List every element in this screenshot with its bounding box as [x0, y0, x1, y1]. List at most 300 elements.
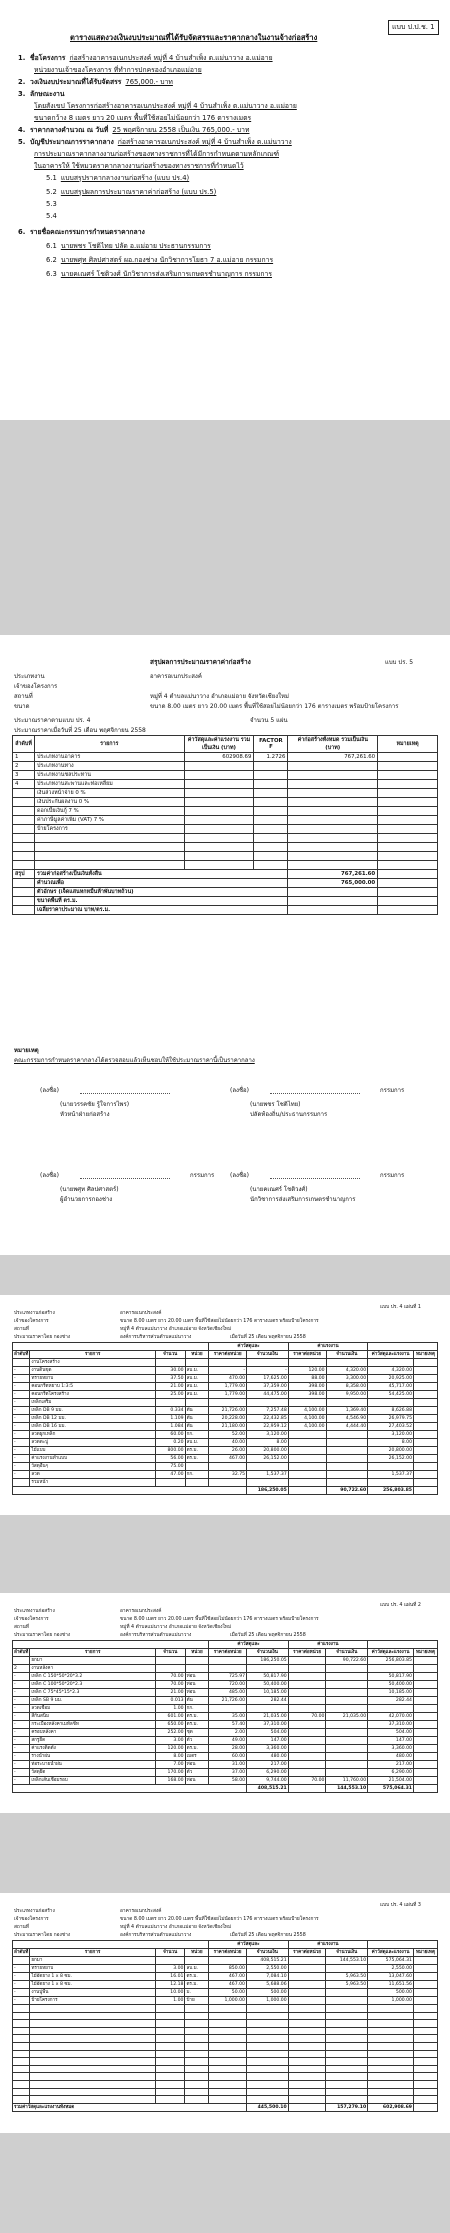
- column-header: ราคาต่อหน่วย: [209, 1351, 247, 1359]
- table-cell: -: [13, 1997, 30, 2005]
- table-cell: 28.00: [209, 1745, 247, 1753]
- item-label: 5.2: [46, 188, 57, 196]
- table-cell: [326, 2073, 368, 2081]
- table-cell: 56.00: [155, 1455, 185, 1463]
- table-cell: [326, 2050, 368, 2058]
- item-value: ขนาดกว้าง 8 เมตร ยาว 20 เมตร พื้นที่ใช้สอยไม่น้อยกว่า 176 ตารางเมตร: [34, 114, 252, 122]
- table-cell: [30, 2005, 156, 2013]
- info-value: อาคารอเนกประสงค์: [150, 673, 202, 680]
- item-row: [18, 172, 189, 183]
- table-row: [13, 2020, 438, 2028]
- column-header: ราคาต่อหน่วย: [288, 1949, 326, 1957]
- table-row: [13, 2058, 438, 2066]
- table-cell: [288, 1673, 326, 1681]
- item-row: [18, 254, 273, 265]
- table-cell: -: [247, 1367, 289, 1375]
- table-cell: 26.00: [209, 1447, 247, 1455]
- total-material: 408,515.21: [247, 1785, 289, 1793]
- table-cell: 49.00: [209, 1737, 247, 1745]
- table-cell: 26,152.00: [247, 1455, 289, 1463]
- table-row: [13, 2088, 438, 2096]
- table-cell: -: [13, 1745, 30, 1753]
- table-cell: [185, 2042, 209, 2050]
- table-cell: [13, 843, 35, 852]
- summary-text: ขนาดพื้นที่ ตร.ม.: [34, 897, 287, 906]
- table-cell: 1,369.40: [326, 1407, 368, 1415]
- table-cell: 20,228.00: [209, 1415, 247, 1423]
- table-cell: -: [13, 1439, 30, 1447]
- table-cell: -: [13, 1673, 30, 1681]
- table-cell: 21,726.00: [209, 1697, 247, 1705]
- item-value: ก่อสร้างอาคารอเนกประสงค์ หมู่ที่ 4 บ้านสำเพ็ง ต.แม่นาวาง: [117, 138, 292, 146]
- table-cell: [288, 1359, 326, 1367]
- table-cell: [34, 834, 184, 843]
- table-row: [13, 1391, 438, 1399]
- header-value: องค์การบริหารส่วนตำบลแม่นาวาง: [120, 1335, 192, 1340]
- table-cell: [378, 834, 438, 843]
- table-cell: [326, 1681, 368, 1689]
- table-cell: [288, 852, 378, 861]
- table-cell: เหล็กเส้นเชื่อมรอบ: [30, 1777, 156, 1785]
- table-cell: ไม้แบบ: [30, 1447, 156, 1455]
- table-cell: -: [13, 1383, 30, 1391]
- item-value: แบบสรุปผลการประมาณราคาค่าก่อสร้าง (แบบ ปร.5): [60, 188, 217, 196]
- table-cell: [246, 2096, 288, 2104]
- table-cell: [254, 807, 288, 816]
- item-row: [18, 240, 211, 251]
- table-cell: 88.00: [288, 1375, 326, 1383]
- table-row: [13, 1479, 438, 1487]
- table-cell: [155, 2065, 185, 2073]
- table-cell: [368, 2005, 414, 2013]
- header-label: สถานที่: [14, 1925, 29, 1930]
- table-cell: [326, 1455, 368, 1463]
- table-cell: [288, 771, 378, 780]
- table-cell: [246, 2005, 288, 2013]
- table-cell: 17,625.00: [247, 1375, 289, 1383]
- table-row: [13, 753, 438, 762]
- table-cell: งานหลังคา: [30, 1665, 156, 1673]
- table-cell: 3,360.00: [247, 1745, 289, 1753]
- column-header: จำนวนเงิน: [326, 1949, 368, 1957]
- table-cell: [288, 1745, 326, 1753]
- table-cell: [368, 1705, 414, 1713]
- table-cell: [209, 1657, 247, 1665]
- table-cell: [34, 861, 184, 870]
- table-cell: [326, 2088, 368, 2096]
- table-cell: [288, 2012, 326, 2020]
- info-label: ประเภทงาน: [14, 673, 45, 680]
- table-cell: 90,722.60: [326, 1657, 368, 1665]
- summary-row: [13, 879, 438, 888]
- table-cell: ท่อน: [185, 1673, 209, 1681]
- table-cell: ลบ.ม.: [185, 1391, 209, 1399]
- table-cell: [155, 2035, 185, 2043]
- table-row: [13, 1367, 438, 1375]
- item-row: [18, 76, 173, 87]
- item-row: [18, 112, 251, 123]
- table-cell: [288, 1721, 326, 1729]
- item-label: รายชื่อคณะกรรมการกำหนดราคากลาง: [30, 228, 145, 236]
- table-cell: 26,979.75: [368, 1415, 414, 1423]
- table-cell: 25.00: [155, 1391, 185, 1399]
- column-header: ค่าวัสดุและแรงงาน: [368, 1351, 414, 1359]
- header-label: เจ้าของโครงการ: [14, 1319, 49, 1324]
- item-value: 765,000.- บาท: [125, 78, 173, 86]
- table-cell: [378, 852, 438, 861]
- table-row: [13, 1399, 438, 1407]
- table-cell: 467.00: [209, 1981, 247, 1989]
- table-cell: [155, 2096, 185, 2104]
- table-cell: [413, 1753, 437, 1761]
- sign-label: (ลงชื่อ): [230, 1087, 249, 1094]
- table-cell: 21,035.00: [326, 1713, 368, 1721]
- table-cell: -: [13, 1455, 30, 1463]
- table-cell: 21,504.00: [368, 1777, 414, 1785]
- column-header: ลำดับที่: [14, 1650, 29, 1655]
- table-cell: เงินล่วงหน้าจ่าย 0 %: [34, 789, 184, 798]
- table-cell: [413, 1965, 437, 1973]
- table-cell: [184, 816, 254, 825]
- table-cell: ยกมา: [30, 1657, 156, 1665]
- item-label: วงเงินงบประมาณที่ได้รับจัดสรร: [30, 78, 122, 86]
- page-gap: [0, 420, 450, 635]
- table-cell: [247, 1479, 289, 1487]
- table-cell: 1,537.37: [247, 1471, 289, 1479]
- table-row: [13, 1777, 438, 1785]
- table-cell: 147.00: [247, 1737, 289, 1745]
- item-value: นายพศุท ศิลปศาสตร์ ผอ.กองช่าง นักวิชาการโยธา 7 อ.แม่อาย กรรมการ: [60, 256, 274, 264]
- header-label: ประเภทงานก่อสร้าง: [14, 1909, 55, 1914]
- table-cell: [34, 843, 184, 852]
- table-row: [13, 1455, 438, 1463]
- group-header: ค่าวัสดุและ: [209, 1641, 288, 1649]
- table-cell: [185, 1359, 209, 1367]
- table-cell: [326, 1673, 368, 1681]
- column-header: ราคาต่อหน่วย: [209, 1649, 247, 1657]
- signer-role: นักวิชาการส่งเสริมการเกษตรชำนาญการ: [250, 1196, 356, 1203]
- column-header: หมายเหตุ: [414, 1351, 438, 1359]
- table-cell: 3: [13, 771, 35, 780]
- table-cell: ประเภทงานชลประทาน: [34, 771, 184, 780]
- table-row: [13, 2073, 438, 2081]
- table-cell: [30, 2020, 156, 2028]
- table-cell: [413, 1957, 437, 1965]
- table-cell: [246, 2088, 288, 2096]
- table-cell: 1,000.00: [246, 1997, 288, 2005]
- header-label: ประมาณราคาโดย กองช่าง: [14, 1633, 71, 1638]
- table-cell: [288, 1981, 326, 1989]
- table-cell: 75.00: [155, 1463, 185, 1471]
- table-cell: [209, 2020, 247, 2028]
- table-row: [13, 1471, 438, 1479]
- column-header: จำนวน: [155, 1949, 185, 1957]
- table-row: [13, 780, 438, 789]
- header-label: เจ้าของโครงการ: [14, 1617, 49, 1622]
- summary-value: 767,261.60: [288, 870, 378, 879]
- table-cell: -: [13, 1973, 30, 1981]
- summary-text: เฉลี่ยราคาประมาณ บาท/ตร.ม.: [34, 906, 287, 915]
- table-row: [13, 1697, 438, 1705]
- total-note: [413, 1785, 437, 1793]
- table-cell: [30, 2027, 156, 2035]
- table-cell: 37,310.00: [368, 1721, 414, 1729]
- table-cell: 10.00: [155, 1989, 185, 1997]
- item-row: [18, 212, 61, 220]
- table-cell: 217.00: [247, 1761, 289, 1769]
- table-cell: 504.00: [247, 1729, 289, 1737]
- table-cell: ลวดผูกเหล็ก: [30, 1431, 156, 1439]
- table-cell: 31.00: [209, 1761, 247, 1769]
- table-cell: [209, 2065, 247, 2073]
- table-cell: [378, 825, 438, 834]
- table-cell: ป้ายโครงการ: [34, 825, 184, 834]
- table-cell: 7,257.48: [247, 1407, 289, 1415]
- table-cell: [326, 2042, 368, 2050]
- table-cell: 3.00: [155, 1965, 185, 1973]
- table-cell: [184, 789, 254, 798]
- table-cell: [13, 2050, 30, 2058]
- table-row: [13, 1423, 438, 1431]
- column-header: จำนวนเงิน: [246, 1949, 288, 1957]
- table-cell: 168.00: [155, 1777, 185, 1785]
- table-cell: [247, 1665, 289, 1673]
- table-cell: [246, 2027, 288, 2035]
- table-row: [13, 1415, 438, 1423]
- signer-name: (นายวรรคชัย รู้ใจการไพร): [60, 1101, 130, 1108]
- table-cell: ไม้อัดยาง 1 x 8 ซม.: [30, 1981, 156, 1989]
- item-value: การประมาณราคากลางงานก่อสร้างของทางราชการที่ได้มีการกำหนดตามหลักเกณฑ์: [34, 150, 279, 158]
- column-header: ลำดับที่: [13, 736, 35, 753]
- table-cell: [288, 1737, 326, 1745]
- table-cell: [288, 2050, 326, 2058]
- table-cell: 32.75: [209, 1471, 247, 1479]
- table-cell: [13, 852, 35, 861]
- table-cell: [254, 780, 288, 789]
- table-cell: [378, 816, 438, 825]
- table-cell: [414, 1399, 438, 1407]
- table-cell: ลบ.ม.: [185, 1383, 209, 1391]
- group-row: [13, 1941, 438, 1949]
- item-value: นายพชร โชติไทย ปลัด อ.แม่อาย ประธานกรรมการ: [60, 242, 211, 250]
- table-cell: 12.18: [155, 1981, 185, 1989]
- table-cell: [326, 1447, 368, 1455]
- table-cell: [378, 861, 438, 870]
- header-label: ประเภทงานก่อสร้าง: [14, 1311, 55, 1316]
- table-row: [13, 1957, 438, 1965]
- item-number: 1.: [18, 54, 26, 62]
- table-cell: [184, 861, 254, 870]
- table-cell: [184, 807, 254, 816]
- summary-row: [13, 888, 438, 897]
- table-cell: 8.00: [368, 1439, 414, 1447]
- summary-page-pr5: [0, 635, 450, 1255]
- total-label: [13, 1785, 247, 1793]
- signer-name: (นายพชร โชติไทย): [250, 1101, 301, 1108]
- table-cell: [413, 1777, 437, 1785]
- table-cell: [326, 1697, 368, 1705]
- table-cell: [13, 807, 35, 816]
- column-header: ลำดับที่: [14, 1352, 29, 1357]
- boq-page-2: [0, 1593, 450, 1813]
- table-cell: [155, 2050, 185, 2058]
- table-cell: 282.44: [247, 1697, 289, 1705]
- header-value: องค์การบริหารส่วนตำบลแม่นาวาง: [120, 1933, 192, 1938]
- table-cell: [378, 789, 438, 798]
- table-cell: 398.00: [288, 1383, 326, 1391]
- table-cell: [288, 2058, 326, 2066]
- table-cell: 4,320.00: [368, 1367, 414, 1375]
- sign-line: [270, 1093, 360, 1094]
- table-cell: [378, 762, 438, 771]
- form-tag: แบบ ป.ป.ช. 1: [388, 20, 439, 35]
- table-cell: [288, 1705, 326, 1713]
- table-cell: 10,185.00: [368, 1689, 414, 1697]
- table-cell: [13, 1957, 30, 1965]
- page-gap: [0, 1813, 450, 1893]
- table-cell: ประเภทงานสะพานและท่อเหลี่ยม: [34, 780, 184, 789]
- table-row: [13, 1965, 438, 1973]
- table-cell: 1,779.00: [209, 1383, 247, 1391]
- table-cell: 8.00: [155, 1753, 185, 1761]
- table-cell: [378, 807, 438, 816]
- table-cell: 8,626.88: [368, 1407, 414, 1415]
- table-cell: 480.00: [368, 1753, 414, 1761]
- table-cell: 3,360.00: [368, 1745, 414, 1753]
- table-cell: [184, 798, 254, 807]
- table-cell: [254, 771, 288, 780]
- table-cell: 45,717.00: [368, 1383, 414, 1391]
- table-cell: [414, 1431, 438, 1439]
- note-text: คณะกรรมการกำหนดราคากลางได้ตรวจสอบแล้วเห็นชอบให้ใช้ประมาณราคานี้เป็นราคากลาง: [14, 1057, 255, 1064]
- table-cell: [288, 1439, 326, 1447]
- table-row: [13, 762, 438, 771]
- table-cell: -: [13, 1367, 30, 1375]
- table-cell: 767,261.60: [288, 753, 378, 762]
- table-cell: เหล็ก C 100*50*20*2.3: [30, 1681, 156, 1689]
- total-empty: [288, 1785, 326, 1793]
- table-row: [13, 1981, 438, 1989]
- summary-value: [288, 897, 378, 906]
- table-cell: [155, 2027, 185, 2035]
- table-cell: 1,779.00: [209, 1391, 247, 1399]
- table-cell: -: [13, 1697, 30, 1705]
- table-cell: [288, 762, 378, 771]
- table-cell: [326, 2065, 368, 2073]
- table-cell: 40.00: [209, 1439, 247, 1447]
- signer-name: (นายพศุท ศิลปศาสตร์): [60, 1186, 119, 1193]
- sign-label: (ลงชื่อ): [40, 1087, 59, 1094]
- group-row: [13, 1343, 438, 1351]
- table-cell: [288, 807, 378, 816]
- table-cell: [413, 2073, 437, 2081]
- table-cell: [288, 2088, 326, 2096]
- table-cell: 256,803.85: [368, 1657, 414, 1665]
- table-cell: -: [13, 1705, 30, 1713]
- table-cell: [288, 843, 378, 852]
- table-cell: 480.00: [247, 1753, 289, 1761]
- table-cell: 500.00: [368, 1989, 414, 1997]
- table-cell: [155, 2012, 185, 2020]
- table-cell: ลบ.ม.: [185, 1367, 209, 1375]
- info-label: ขนาด: [14, 703, 30, 710]
- page-gap: [0, 1255, 450, 1295]
- table-cell: ประเภทงานทาง: [34, 762, 184, 771]
- column-header: FACTOR F: [254, 736, 288, 753]
- boq-page-1: [0, 1295, 450, 1515]
- table-cell: -: [13, 1391, 30, 1399]
- table-cell: [247, 1399, 289, 1407]
- table-cell: [246, 2042, 288, 2050]
- header-value: องค์การบริหารส่วนตำบลแม่นาวาง: [120, 1633, 192, 1638]
- committee-label: กรรมการ: [190, 1172, 215, 1179]
- table-row: [13, 1439, 438, 1447]
- table-cell: [288, 2035, 326, 2043]
- table-cell: [209, 2080, 247, 2088]
- item-label: 6.3: [46, 270, 57, 278]
- table-row: [13, 1753, 438, 1761]
- table-cell: [368, 2050, 414, 2058]
- item-label: 6.1: [46, 242, 57, 250]
- summary-row: [13, 870, 438, 879]
- table-cell: 70.00: [155, 1673, 185, 1681]
- table-cell: 20,925.00: [368, 1375, 414, 1383]
- table-cell: -: [13, 1761, 30, 1769]
- table-cell: [185, 2058, 209, 2066]
- group-header: ค่าแรงงาน: [288, 1941, 367, 1949]
- total-label: รวมค่าวัสดุและแรงงานทั้งหมด: [13, 2103, 247, 2111]
- table-row: [13, 834, 438, 843]
- table-cell: [13, 2080, 30, 2088]
- table-cell: [326, 2096, 368, 2104]
- signer-name: (นายคเณศร์ โชติวงศ์): [250, 1186, 308, 1193]
- column-header: จำนวน: [155, 1649, 185, 1657]
- item-number: 4.: [18, 126, 26, 134]
- item-label: ชื่อโครงการ: [30, 54, 66, 62]
- total-empty: [288, 1487, 326, 1495]
- table-row: [13, 1383, 438, 1391]
- column-header: จำนวนเงิน: [247, 1649, 289, 1657]
- table-cell: -: [13, 1965, 30, 1973]
- table-cell: [209, 1399, 247, 1407]
- table-cell: [288, 1471, 326, 1479]
- table-cell: กก.: [185, 1705, 209, 1713]
- table-cell: ป้ายโครงการ: [30, 1997, 156, 2005]
- table-cell: 0.334: [155, 1407, 185, 1415]
- summary-row: [13, 906, 438, 915]
- table-cell: 2: [13, 1665, 30, 1673]
- form-page-ppc1: [0, 0, 450, 420]
- header-value: อาคารอเนกประสงค์: [120, 1311, 162, 1316]
- table-cell: ลบ.ม.: [185, 1965, 209, 1973]
- table-cell: [185, 2080, 209, 2088]
- table-cell: [184, 825, 254, 834]
- total-empty: [288, 2103, 326, 2111]
- table-cell: -: [13, 1777, 30, 1785]
- table-cell: [209, 2042, 247, 2050]
- table-cell: ครอบหลังคา: [30, 1729, 156, 1737]
- header-value: อาคารอเนกประสงค์: [120, 1909, 162, 1914]
- table-cell: เหล็ก DB 9 มม.: [30, 1407, 156, 1415]
- table-cell: 0.20: [155, 1439, 185, 1447]
- table-cell: [288, 816, 378, 825]
- table-cell: [30, 2073, 156, 2081]
- table-cell: 27,403.52: [368, 1423, 414, 1431]
- table-cell: [326, 1471, 368, 1479]
- table-cell: 575,064.31: [368, 1957, 414, 1965]
- table-cell: 850.00: [209, 1965, 247, 1973]
- table-row: [13, 1665, 438, 1673]
